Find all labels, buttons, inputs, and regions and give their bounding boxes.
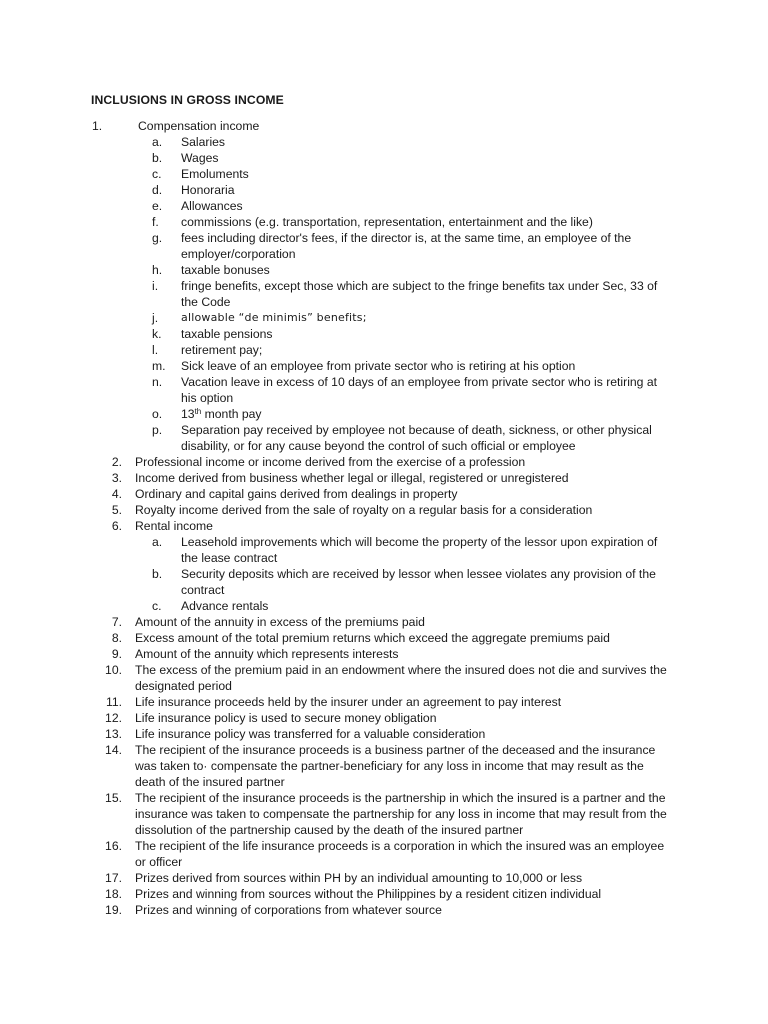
list-marker: b. [152, 567, 163, 581]
list-text: Sick leave of an employee from private sector who is retiring at his option [181, 359, 576, 373]
list-text: taxable pensions [181, 327, 273, 341]
list-item [0, 630, 768, 646]
list-text: Leasehold improvements which will become the property of the lessor upon expiration of the lease contract [181, 535, 658, 565]
list-text: Allowances [181, 199, 243, 213]
list-marker: l. [152, 343, 159, 357]
list-marker: 14. [105, 743, 122, 757]
list-item [0, 790, 768, 838]
list-text: Royalty income derived from the sale of royalty on a regular basis for a consideration [135, 503, 593, 517]
list-item [0, 870, 768, 886]
list-marker: d. [152, 183, 163, 197]
list-text: Compensation income [138, 119, 260, 133]
list-text: The recipient of the insurance proceeds is the partnership in which the insured is a partner and the insurance was taken to compensate the partnership for any loss in income that may result from the dissolution of the partnership caused by the death of the insured partner [135, 791, 667, 837]
list-subitem [0, 278, 768, 310]
list-marker: 16. [105, 839, 122, 853]
list-item [0, 502, 768, 518]
list-text: The recipient of the insurance proceeds is a business partner of the deceased and the insurance was taken to· compensate the partner-beneficiary for any loss in income that may result as the death of the insured partner [135, 743, 656, 789]
list-marker: 5. [111, 503, 122, 517]
list-item [0, 742, 768, 790]
list-item [0, 470, 768, 486]
list-subitem [0, 134, 768, 150]
list-text: Prizes derived from sources within PH by an individual amounting to 10,000 or less [135, 871, 583, 885]
list-marker: k. [152, 327, 162, 341]
list-subitem [0, 406, 768, 422]
list-item [0, 118, 768, 134]
list-text: The recipient of the life insurance proceeds is a corporation in which the insured was an employee or officer [135, 839, 665, 869]
list-marker: n. [152, 375, 163, 389]
list-text: Prizes and winning of corporations from whatever source [135, 903, 442, 917]
list-marker: 12. [105, 711, 122, 725]
list-subitem [0, 214, 768, 230]
list-marker: 6. [111, 519, 122, 533]
list-marker: g. [152, 231, 163, 245]
list-subitem [0, 342, 768, 358]
list-marker: 11. [105, 695, 122, 709]
list-text: commissions (e.g. transportation, representation, entertainment and the like) [181, 215, 593, 229]
list-marker: 1. [92, 119, 103, 133]
list-text: Advance rentals [181, 599, 269, 613]
list-text: retirement pay; [181, 343, 263, 357]
list-text: Separation pay received by employee not because of death, sickness, or other physical disability, or for any cause beyond the control of such official or employee [181, 423, 652, 453]
page-title: INCLUSIONS IN GROSS INCOME [91, 93, 284, 107]
list-marker: j. [152, 311, 159, 325]
list-text: Wages [181, 151, 219, 165]
list-marker: 7. [111, 615, 122, 629]
list-text: Income derived from business whether legal or illegal, registered or unregistered [135, 471, 569, 485]
list-marker: e. [152, 199, 163, 213]
list-text [181, 406, 675, 422]
list-text: Ordinary and capital gains derived from dealings in property [135, 487, 458, 501]
list-text: allowable “de minimis” benefits; [181, 311, 367, 324]
list-text: Amount of the annuity which represents interests [135, 647, 399, 661]
list-marker: 4. [111, 487, 122, 501]
list-item [0, 518, 768, 534]
list-text: fringe benefits, except those which are subject to the fringe benefits tax under Sec, 33 of the Code [181, 279, 658, 309]
list-item [0, 710, 768, 726]
list-subitem [0, 262, 768, 278]
list-marker: i. [152, 279, 159, 293]
list-marker: 15. [105, 791, 122, 805]
list-marker: f. [152, 215, 159, 229]
list-text: Life insurance proceeds held by the insurer under an agreement to pay interest [135, 695, 562, 709]
list-text: taxable bonuses [181, 263, 270, 277]
list-text: Salaries [181, 135, 226, 149]
list-subitem [0, 374, 768, 406]
list-text: Vacation leave in excess of 10 days of an employee from private sector who is retiring at his option [181, 375, 658, 405]
list-text: The excess of the premium paid in an endowment where the insured does not die and survives the designated period [135, 663, 667, 693]
list-marker: h. [152, 263, 163, 277]
list-subitem [0, 310, 768, 326]
list-marker: 19. [105, 903, 122, 917]
inclusions-list [0, 118, 768, 918]
list-marker: o. [152, 407, 163, 421]
list-subitem [0, 150, 768, 166]
list-marker: c. [152, 167, 162, 181]
list-item [0, 646, 768, 662]
list-item [0, 726, 768, 742]
list-marker: 2. [111, 455, 122, 469]
list-subitem [0, 166, 768, 182]
list-subitem [0, 566, 768, 598]
list-text: Professional income or income derived from the exercise of a profession [135, 455, 526, 469]
list-marker: 18. [105, 887, 122, 901]
list-marker: 9. [111, 647, 122, 661]
list-marker: 8. [111, 631, 122, 645]
list-subitem [0, 326, 768, 342]
list-subitem [0, 198, 768, 214]
list-text: Excess amount of the total premium returns which exceed the aggregate premiums paid [135, 631, 610, 645]
list-text: Rental income [135, 519, 213, 533]
list-text: Honoraria [181, 183, 235, 197]
list-item [0, 454, 768, 470]
list-marker: 10. [105, 663, 122, 677]
list-marker: 13. [105, 727, 122, 741]
list-subitem [0, 422, 768, 454]
list-subitem [0, 598, 768, 614]
list-item [0, 902, 768, 918]
list-item [0, 662, 768, 694]
list-subitem [0, 534, 768, 566]
list-item [0, 486, 768, 502]
list-subitem [0, 358, 768, 374]
list-item [0, 886, 768, 902]
list-text: Prizes and winning from sources without the Philippines by a resident citizen individual [135, 887, 602, 901]
list-item [0, 614, 768, 630]
list-text-tail: month pay [201, 407, 262, 421]
list-text: Security deposits which are received by lessor when lessee violates any provision of the contract [181, 567, 656, 597]
list-marker: m. [152, 359, 166, 373]
list-text: fees including director's fees, if the director is, at the same time, an employee of the employer/corporation [181, 231, 632, 261]
list-text: Emoluments [181, 167, 249, 181]
list-marker: a. [152, 535, 163, 549]
list-text: Life insurance policy was transferred for a valuable consideration [135, 727, 486, 741]
list-text: Amount of the annuity in excess of the premiums paid [135, 615, 425, 629]
list-subitem [0, 182, 768, 198]
list-marker: p. [152, 423, 163, 437]
list-text: Life insurance policy is used to secure money obligation [135, 711, 437, 725]
list-marker: c. [152, 599, 162, 613]
list-text-main: 13 [181, 407, 195, 421]
list-marker: b. [152, 151, 163, 165]
list-marker: 3. [111, 471, 122, 485]
list-item [0, 838, 768, 870]
list-marker: a. [152, 135, 163, 149]
list-marker: 17. [105, 871, 122, 885]
list-item [0, 694, 768, 710]
list-subitem [0, 230, 768, 262]
ordinal-suffix: th [194, 407, 202, 416]
